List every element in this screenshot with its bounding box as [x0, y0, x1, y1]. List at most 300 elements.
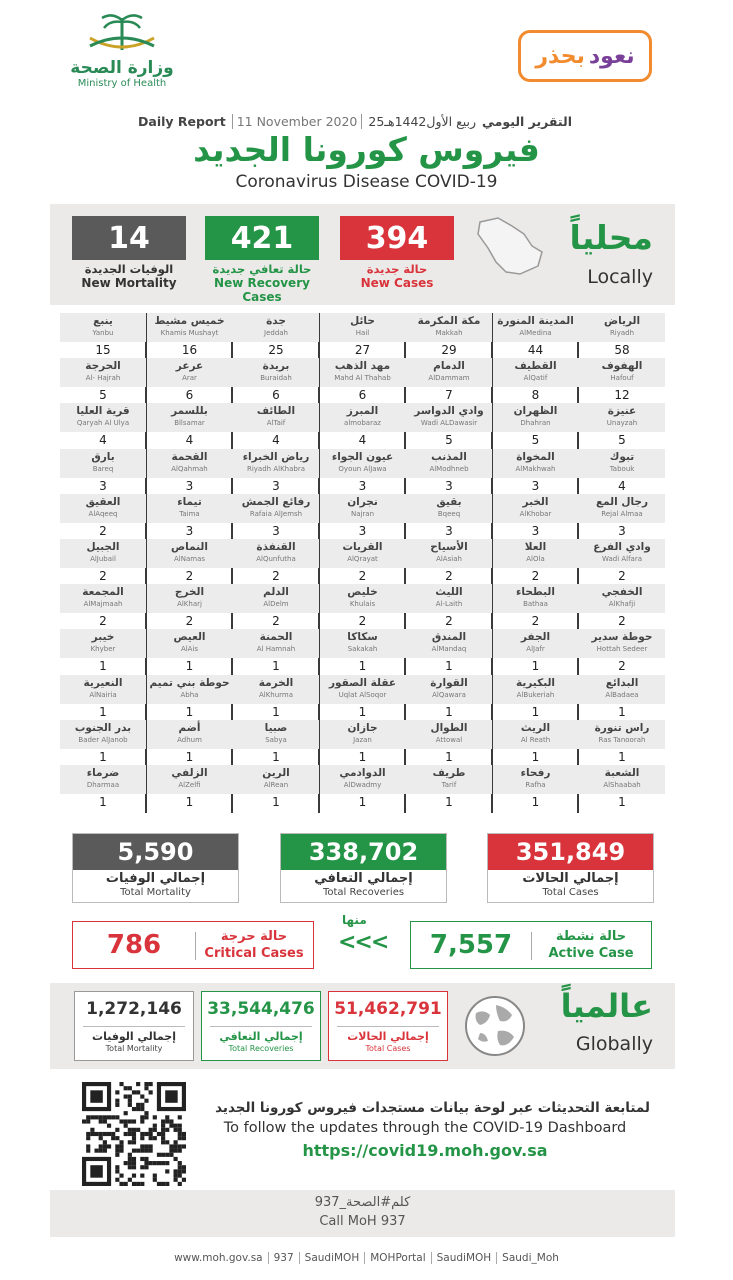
qr-module — [178, 1182, 182, 1186]
city-label-box — [320, 313, 406, 342]
city-cell — [147, 584, 233, 628]
city-cell — [406, 358, 492, 402]
qr-module — [149, 1090, 153, 1094]
city-name-en: almobaraz — [344, 419, 381, 428]
city-name-ar: الريث — [520, 721, 551, 734]
qr-module — [157, 1182, 161, 1186]
city-name-en: AlMandaq — [431, 645, 467, 654]
globe-icon — [462, 993, 528, 1059]
city-label-box — [147, 629, 233, 658]
city-name-ar: بدر الجنوب — [74, 721, 132, 734]
campaign-word-a: نعود — [588, 43, 635, 69]
city-cell — [406, 449, 492, 493]
footer-links — [0, 1252, 733, 1264]
city-cell — [406, 313, 492, 357]
qr-module — [107, 1144, 111, 1148]
city-name-ar: الدمام — [433, 360, 465, 373]
qr-module — [103, 1140, 107, 1144]
new-recovery-label — [196, 262, 328, 304]
city-label-box — [493, 629, 579, 658]
city-case-count: 2 — [358, 569, 367, 583]
qr-code[interactable] — [82, 1082, 186, 1186]
city-case-count: 1 — [531, 704, 540, 719]
city-case-count: 4 — [358, 433, 367, 448]
city-name-ar: راس تنورة — [594, 721, 650, 734]
city-cell — [60, 449, 146, 493]
qr-module — [144, 1082, 148, 1086]
city-label-box — [320, 494, 406, 523]
qr-module — [153, 1178, 157, 1182]
city-cell — [320, 494, 406, 538]
city-name-ar: العيص — [173, 631, 206, 644]
qr-module — [90, 1090, 102, 1102]
city-name-ar: الشعبة — [604, 767, 640, 779]
city-case-count: 1 — [272, 659, 280, 674]
total-mortality-value: 5,590 — [73, 834, 238, 870]
city-name-en: Al-Laith — [435, 600, 463, 609]
city-name-ar: ضرماء — [86, 767, 120, 779]
city-case-count: 29 — [441, 343, 457, 357]
city-case-count: 12 — [614, 388, 630, 403]
city-label-box — [147, 720, 233, 749]
city-name-ar: رفائع الجمش — [241, 495, 311, 508]
city-label-box — [406, 765, 492, 794]
city-name-en: Al- Hajrah — [85, 374, 121, 383]
qr-module — [99, 1132, 103, 1136]
qr-module — [115, 1115, 119, 1119]
city-name-ar: بللسمر — [171, 405, 208, 418]
city-label-box — [406, 494, 492, 523]
qr-module — [115, 1099, 119, 1103]
city-case-count: 5 — [531, 433, 540, 448]
qr-module — [182, 1132, 186, 1136]
global-cases-label-ar: إجمالي الحالات — [347, 1030, 429, 1043]
city-label-box — [233, 403, 319, 432]
city-name-ar: حوطة سدير — [591, 631, 653, 644]
qr-module — [90, 1128, 94, 1132]
qr-module — [178, 1144, 182, 1148]
city-name-ar: الزلفي — [171, 767, 208, 779]
qr-module — [174, 1140, 178, 1144]
city-label-box — [579, 313, 665, 342]
new-cases-label-ar: حالة جديدة — [366, 262, 428, 276]
qr-module — [132, 1090, 136, 1094]
qr-module — [153, 1174, 157, 1178]
city-label-box — [60, 313, 146, 342]
city-cell — [147, 675, 233, 719]
city-cell — [406, 629, 492, 673]
city-name-en: Attowal — [435, 735, 463, 744]
city-cell — [60, 720, 146, 764]
qr-module — [86, 1144, 90, 1148]
city-case-count: 2 — [272, 569, 280, 583]
city-name-en: Abha — [180, 690, 199, 699]
city-name-en: Arar — [182, 374, 197, 383]
qr-module — [128, 1086, 132, 1090]
city-cell — [579, 313, 665, 357]
city-case-count: 1 — [185, 749, 194, 764]
city-case-count: 1 — [99, 659, 107, 674]
qr-module — [165, 1115, 169, 1119]
global-recoveries-value: 33,544,476 — [207, 999, 315, 1019]
city-name-ar: عنيزة — [607, 405, 637, 418]
city-name-en: AlBukeriah — [516, 690, 555, 699]
city-case-count: 2 — [531, 614, 540, 629]
city-case-count: 2 — [618, 614, 626, 629]
city-case-count: 1 — [531, 795, 540, 809]
city-label-box — [493, 584, 579, 613]
city-case-count: 3 — [272, 478, 280, 493]
qr-module — [128, 1178, 132, 1182]
city-name-en: Sabya — [265, 735, 287, 744]
qr-module — [136, 1103, 140, 1107]
city-name-ar: جدة — [266, 315, 286, 327]
city-name-en: Hafouf — [610, 374, 634, 383]
city-label-box — [406, 313, 492, 342]
qr-module — [174, 1124, 178, 1128]
report-date-en: 11 November 2020 — [232, 114, 363, 129]
city-case-count: 3 — [358, 523, 367, 538]
qr-module — [182, 1178, 186, 1182]
saudi-map-icon — [468, 212, 548, 282]
qr-module — [178, 1132, 182, 1136]
city-name-en: AlQunfutha — [256, 555, 296, 563]
city-name-en: Khyber — [90, 645, 116, 654]
city-name-ar: خيبر — [91, 631, 115, 644]
city-label-box — [406, 539, 492, 568]
city-name-ar: تبوك — [609, 450, 635, 463]
qr-module — [128, 1094, 132, 1098]
qr-module — [128, 1119, 132, 1123]
global-mortality-label-en: Total Mortality — [105, 1044, 163, 1053]
city-label-box — [406, 584, 492, 613]
critical-divider — [195, 932, 196, 960]
city-name-ar: خليص — [347, 586, 378, 599]
city-cell — [233, 584, 319, 628]
qr-module — [178, 1124, 182, 1128]
city-case-count: 4 — [618, 478, 626, 493]
city-cell — [406, 675, 492, 719]
qr-module — [115, 1128, 119, 1132]
city-name-ar: الخفجي — [601, 586, 643, 599]
footer-link-portal[interactable]: MOHPortal — [365, 1252, 431, 1264]
qr-module — [182, 1144, 186, 1148]
city-cell — [147, 765, 233, 809]
city-case-count: 2 — [358, 614, 367, 629]
city-cell — [60, 629, 146, 673]
city-case-count: 5 — [445, 433, 453, 448]
city-case-count: 2 — [185, 569, 194, 583]
qr-module — [124, 1111, 128, 1115]
city-name-ar: خميس مشيط — [154, 315, 225, 327]
qr-module — [124, 1132, 128, 1136]
city-case-count: 1 — [531, 659, 540, 674]
qr-module — [149, 1149, 153, 1153]
city-label-box — [406, 449, 492, 478]
city-name-ar: العقيق — [85, 495, 121, 508]
city-name-ar: الدوادمي — [339, 767, 386, 779]
critical-cases-card — [72, 921, 314, 969]
footer-link-instagram[interactable]: SaudiMOH — [432, 1252, 498, 1264]
qr-module — [86, 1136, 90, 1140]
city-cell — [579, 675, 665, 719]
qr-module — [132, 1149, 136, 1153]
global-recoveries-divider — [210, 1026, 312, 1027]
qr-module — [149, 1082, 153, 1086]
city-cell — [320, 539, 406, 583]
city-name-en: Ras Tanoorah — [598, 735, 646, 744]
city-case-count: 2 — [99, 569, 107, 583]
city-label-box — [60, 449, 146, 478]
qr-module — [149, 1128, 153, 1132]
city-cell — [147, 403, 233, 447]
city-case-count: 1 — [99, 795, 107, 809]
qr-module — [140, 1157, 144, 1161]
qr-module — [144, 1157, 148, 1161]
city-case-count: 58 — [614, 343, 630, 357]
qr-module — [103, 1115, 107, 1119]
total-cases-value: 351,849 — [488, 834, 653, 870]
active-cases-card — [410, 921, 652, 969]
qr-module — [128, 1103, 132, 1107]
new-mortality-label-ar: الوفيات الجديدة — [84, 262, 174, 276]
city-case-count: 27 — [354, 343, 371, 357]
qr-module — [99, 1119, 103, 1123]
qr-module — [90, 1165, 102, 1177]
city-name-en: AlZelfi — [178, 781, 201, 789]
city-cell — [579, 403, 665, 447]
city-label-box — [579, 675, 665, 704]
city-name-ar: نجران — [347, 495, 378, 508]
city-cell — [579, 494, 665, 538]
qr-module — [161, 1136, 165, 1140]
ministry-name-en: Ministry of Health — [77, 78, 167, 89]
city-cell — [320, 765, 406, 809]
city-case-count: 8 — [531, 388, 540, 403]
qr-module — [115, 1153, 119, 1157]
locally-title-en: Locally — [587, 266, 653, 288]
city-name-ar: الجفر — [520, 631, 551, 644]
qr-module — [165, 1090, 177, 1102]
qr-module — [140, 1165, 144, 1169]
city-label-box — [320, 675, 406, 704]
city-name-ar: أضم — [178, 721, 201, 734]
city-name-ar: عيون الجواء — [331, 450, 394, 463]
city-name-en: Dhahran — [520, 419, 551, 428]
qr-module — [124, 1161, 128, 1165]
city-name-en: AlJafr — [526, 645, 545, 654]
qr-module — [128, 1132, 132, 1136]
city-name-ar: الليث — [435, 586, 463, 599]
footer-link-phone[interactable]: 937 — [269, 1252, 300, 1264]
city-name-en: Sakakah — [347, 645, 378, 654]
city-name-ar: الظهران — [513, 405, 558, 418]
city-name-ar: النماص — [171, 541, 208, 553]
global-mortality-card — [74, 991, 194, 1061]
city-cell — [493, 313, 579, 357]
city-label-box — [320, 720, 406, 749]
qr-module — [153, 1124, 157, 1128]
city-cell — [406, 403, 492, 447]
city-case-count: 3 — [445, 478, 453, 493]
city-cell — [60, 494, 146, 538]
qr-module — [132, 1140, 136, 1144]
footer-link-snapchat[interactable]: Saudi_Moh — [502, 1252, 559, 1264]
new-mortality-value: 14 — [72, 216, 186, 260]
qr-module — [144, 1149, 148, 1153]
palm-swords-icon — [82, 10, 162, 58]
qr-module — [140, 1132, 144, 1136]
city-label-box — [579, 720, 665, 749]
qr-module — [161, 1119, 165, 1123]
page-title-en: Coronavirus Disease COVID-19 — [235, 172, 498, 192]
city-label-box — [406, 403, 492, 432]
city-cell — [147, 449, 233, 493]
city-name-ar: حوطة بني تميم — [149, 676, 230, 689]
city-case-count: 3 — [99, 478, 107, 493]
qr-module — [136, 1182, 140, 1186]
qr-module — [182, 1136, 186, 1140]
city-name-ar: جازان — [347, 721, 378, 734]
from-label: منها — [342, 913, 367, 927]
qr-module — [182, 1169, 186, 1173]
city-name-ar: مكة المكرمة — [417, 315, 481, 327]
city-name-en: Rafaia AlJemsh — [249, 509, 303, 518]
city-cell — [406, 494, 492, 538]
city-name-en: AlKhafji — [608, 600, 636, 609]
footer-link-twitter[interactable]: SaudiMOH — [300, 1252, 366, 1264]
city-label-box — [320, 765, 406, 794]
city-name-ar: القريات — [342, 541, 383, 553]
city-label-box — [233, 584, 319, 613]
qr-module — [94, 1149, 98, 1153]
dashboard-link[interactable]: https://covid19.moh.gov.sa — [302, 1141, 548, 1160]
city-label-box — [233, 358, 319, 387]
qr-module — [132, 1182, 136, 1186]
qr-module — [115, 1090, 119, 1094]
total-mortality-card — [72, 833, 239, 903]
qr-module — [132, 1136, 136, 1140]
city-label-box — [147, 358, 233, 387]
qr-module — [144, 1132, 148, 1136]
city-name-en: AlMajmaah — [83, 600, 123, 609]
city-label-box — [493, 675, 579, 704]
ministry-name-ar: وزارة الصحة — [70, 58, 174, 78]
qr-module — [140, 1174, 144, 1178]
qr-module — [161, 1140, 165, 1144]
qr-module — [140, 1182, 144, 1186]
city-label-box — [233, 675, 319, 704]
qr-module — [86, 1115, 90, 1119]
qr-module — [144, 1161, 148, 1165]
total-mortality-label-en: Total Mortality — [120, 887, 191, 898]
city-label-box — [60, 403, 146, 432]
qr-module — [107, 1115, 111, 1119]
city-cell — [233, 313, 319, 357]
qr-module — [178, 1149, 182, 1153]
city-name-ar: الهفوف — [601, 360, 643, 373]
city-name-en: AlNamas — [173, 555, 205, 563]
qr-module — [174, 1178, 178, 1182]
city-cell — [493, 584, 579, 628]
city-cell — [233, 629, 319, 673]
city-name-ar: الرياض — [603, 315, 641, 327]
qr-module — [144, 1086, 148, 1090]
locally-title-ar: محلياً — [569, 218, 653, 257]
qr-module — [165, 1140, 169, 1144]
global-cases-card — [328, 991, 448, 1061]
qr-module — [178, 1165, 182, 1169]
city-label-box — [493, 313, 579, 342]
qr-module — [99, 1149, 103, 1153]
city-name-ar: المجمعة — [82, 586, 124, 599]
city-cell — [60, 675, 146, 719]
qr-module — [174, 1144, 178, 1148]
city-cell — [60, 358, 146, 402]
new-mortality-label-en: New Mortality — [81, 276, 177, 290]
qr-module — [128, 1165, 132, 1169]
city-case-count: 1 — [445, 659, 453, 674]
city-cell — [493, 449, 579, 493]
city-name-ar: تيماء — [177, 495, 202, 508]
qr-module — [94, 1132, 98, 1136]
city-name-en: AlJubail — [90, 555, 116, 563]
city-case-count: 3 — [272, 523, 280, 538]
city-name-ar: رياض الخبراء — [242, 450, 310, 463]
report-date-hijri: 25ربيع الأول1442هـ — [368, 114, 477, 129]
city-label-box — [406, 358, 492, 387]
city-name-ar: البدائع — [605, 676, 639, 689]
footer-link-globe[interactable]: www.moh.gov.sa — [169, 1252, 269, 1264]
total-recoveries-label-ar: إجمالي التعافي — [314, 871, 413, 886]
report-label-ar: التقرير اليومي — [482, 114, 572, 129]
city-name-en: AlKharj — [177, 600, 202, 609]
city-case-count: 1 — [445, 795, 453, 809]
city-cell — [233, 765, 319, 809]
city-name-en: Rejal Almaa — [601, 509, 643, 518]
city-cell — [233, 449, 319, 493]
city-case-count: 44 — [527, 343, 544, 357]
qr-module — [128, 1161, 132, 1165]
qr-module — [161, 1124, 165, 1128]
new-recovery-label-en: New Recovery Cases — [214, 276, 310, 304]
qr-module — [115, 1169, 119, 1173]
city-case-count: 3 — [531, 523, 540, 538]
city-name-en: AlRean — [263, 781, 289, 789]
city-name-ar: سكاكا — [347, 631, 378, 644]
city-cell — [320, 675, 406, 719]
city-cell — [493, 358, 579, 402]
city-case-count: 1 — [358, 749, 367, 764]
city-cell — [233, 494, 319, 538]
qr-module — [128, 1153, 132, 1157]
city-case-count: 2 — [531, 569, 540, 583]
total-recoveries-label-en: Total Recoveries — [322, 887, 405, 898]
global-cases-label-en: Total Cases — [365, 1044, 411, 1053]
city-cell — [147, 629, 233, 673]
city-label-box — [233, 494, 319, 523]
city-name-en: Tarif — [441, 781, 457, 789]
city-name-ar: ينبع — [93, 315, 113, 327]
qr-module — [103, 1149, 107, 1153]
city-case-count: 6 — [185, 388, 194, 403]
city-label-box — [579, 449, 665, 478]
qr-module — [128, 1099, 132, 1103]
qr-module — [169, 1124, 173, 1128]
city-cell — [147, 313, 233, 357]
city-label-box — [60, 358, 146, 387]
city-case-count: 7 — [445, 388, 453, 403]
